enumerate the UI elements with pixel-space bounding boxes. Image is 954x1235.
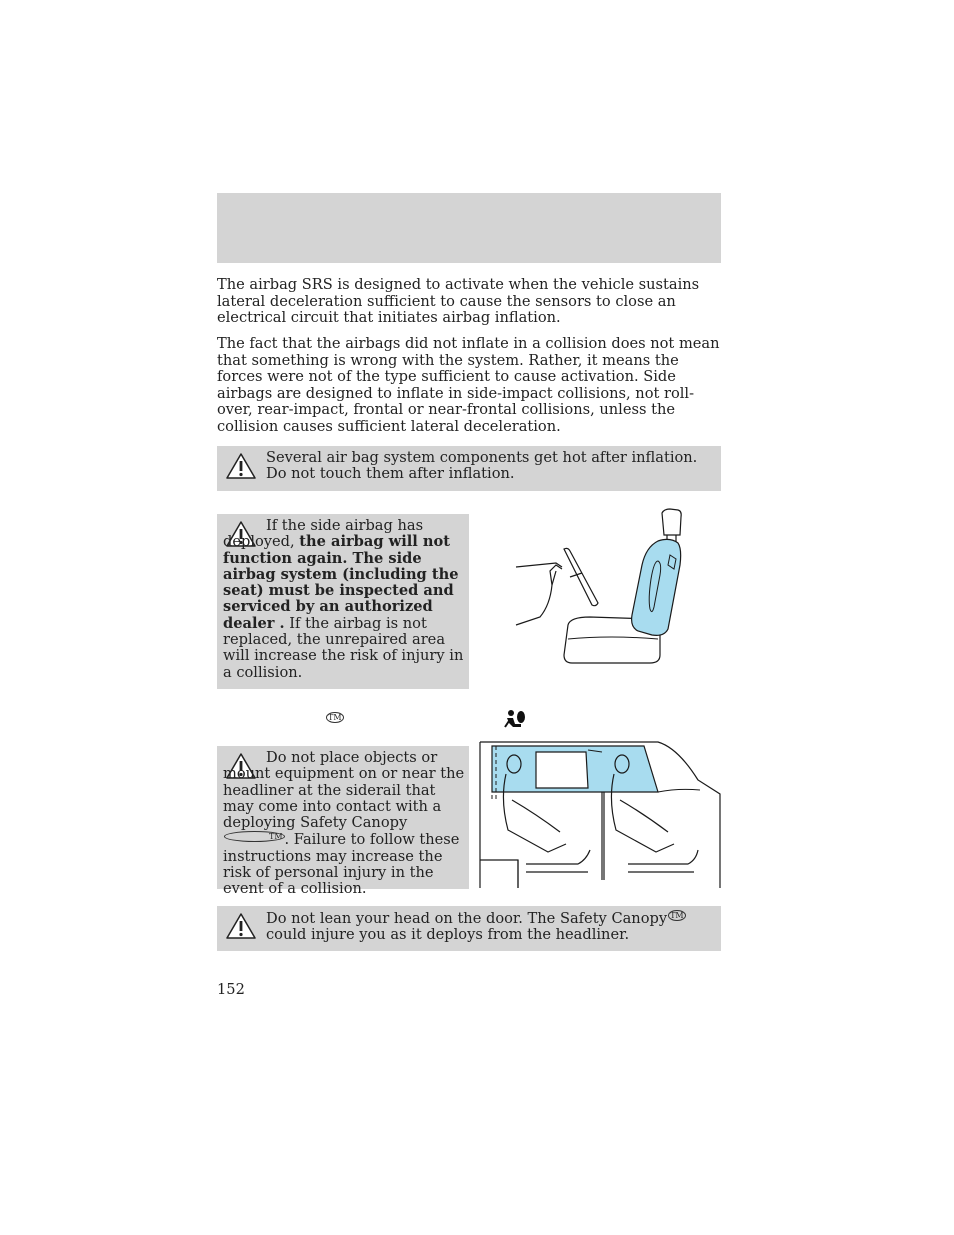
warning-triangle-icon: [225, 452, 257, 480]
warning-side-airbag-text: [223, 518, 465, 681]
warning-triangle-icon: [225, 912, 257, 940]
warning-text-part: could injure you as it deploys from the headliner.: [266, 926, 630, 944]
tm-symbol: TM: [670, 911, 684, 920]
inflation-paragraph: The fact that the airbags did not inflate in a collision does not mean that something is wrong with the system. Rather, it means the forces were not of the type sufficient to cause activation. Side airbags are designed to inflate in side-impact collisions, not roll-over, rear-impact, frontal or near-frontal collisions, unless the collision causes sufficient lateral deceleration.: [217, 335, 720, 435]
warning-lean-head: [217, 906, 721, 951]
warning-hot-text: Several air bag system components get hot after inflation. Do not touch them after inflation.: [266, 449, 698, 483]
warning-lean-head-text: [266, 910, 716, 944]
tm-symbol: TM: [328, 713, 342, 722]
warning-headliner-text: [223, 750, 465, 898]
section-header-band: [217, 193, 721, 263]
warning-text-part: Do not place objects or mount equipment on or near the headliner at the siderail that may come into contact with a deploying Safety Canopy: [223, 749, 465, 832]
tm-symbol: TM: [224, 831, 285, 842]
warning-headliner: [217, 746, 469, 898]
warning-text-bold: the airbag will not function again. The side airbag system (including the seat) must be inspected and serviced by an authorized dealer .: [223, 533, 459, 632]
intro-paragraph: The airbag SRS is designed to activate when the vehicle sustains lateral deceleration sufficient to cause the sensors to close an electrical circuit that initiates airbag inflation.: [217, 276, 700, 327]
warning-text-part: If the side airbag has deployed,: [223, 517, 424, 551]
seated-person-airbag-icon: [503, 709, 527, 731]
warning-side-airbag: [217, 514, 469, 689]
warning-text-part: Do not lean your head on the door. The Safety Canopy: [266, 910, 668, 927]
side-airbag-seat-illustration: [510, 505, 710, 673]
warning-hot-components: [217, 446, 721, 491]
warning-text-part: . Failure to follow these instructions may increase the risk of personal injury in the event of a collision.: [223, 831, 460, 898]
safety-canopy-vehicle-illustration: [478, 740, 724, 890]
warning-text-part: If the airbag is not replaced, the unrepaired area will increase the risk of injury in a collision.: [223, 614, 464, 681]
page-number: 152: [217, 981, 245, 998]
